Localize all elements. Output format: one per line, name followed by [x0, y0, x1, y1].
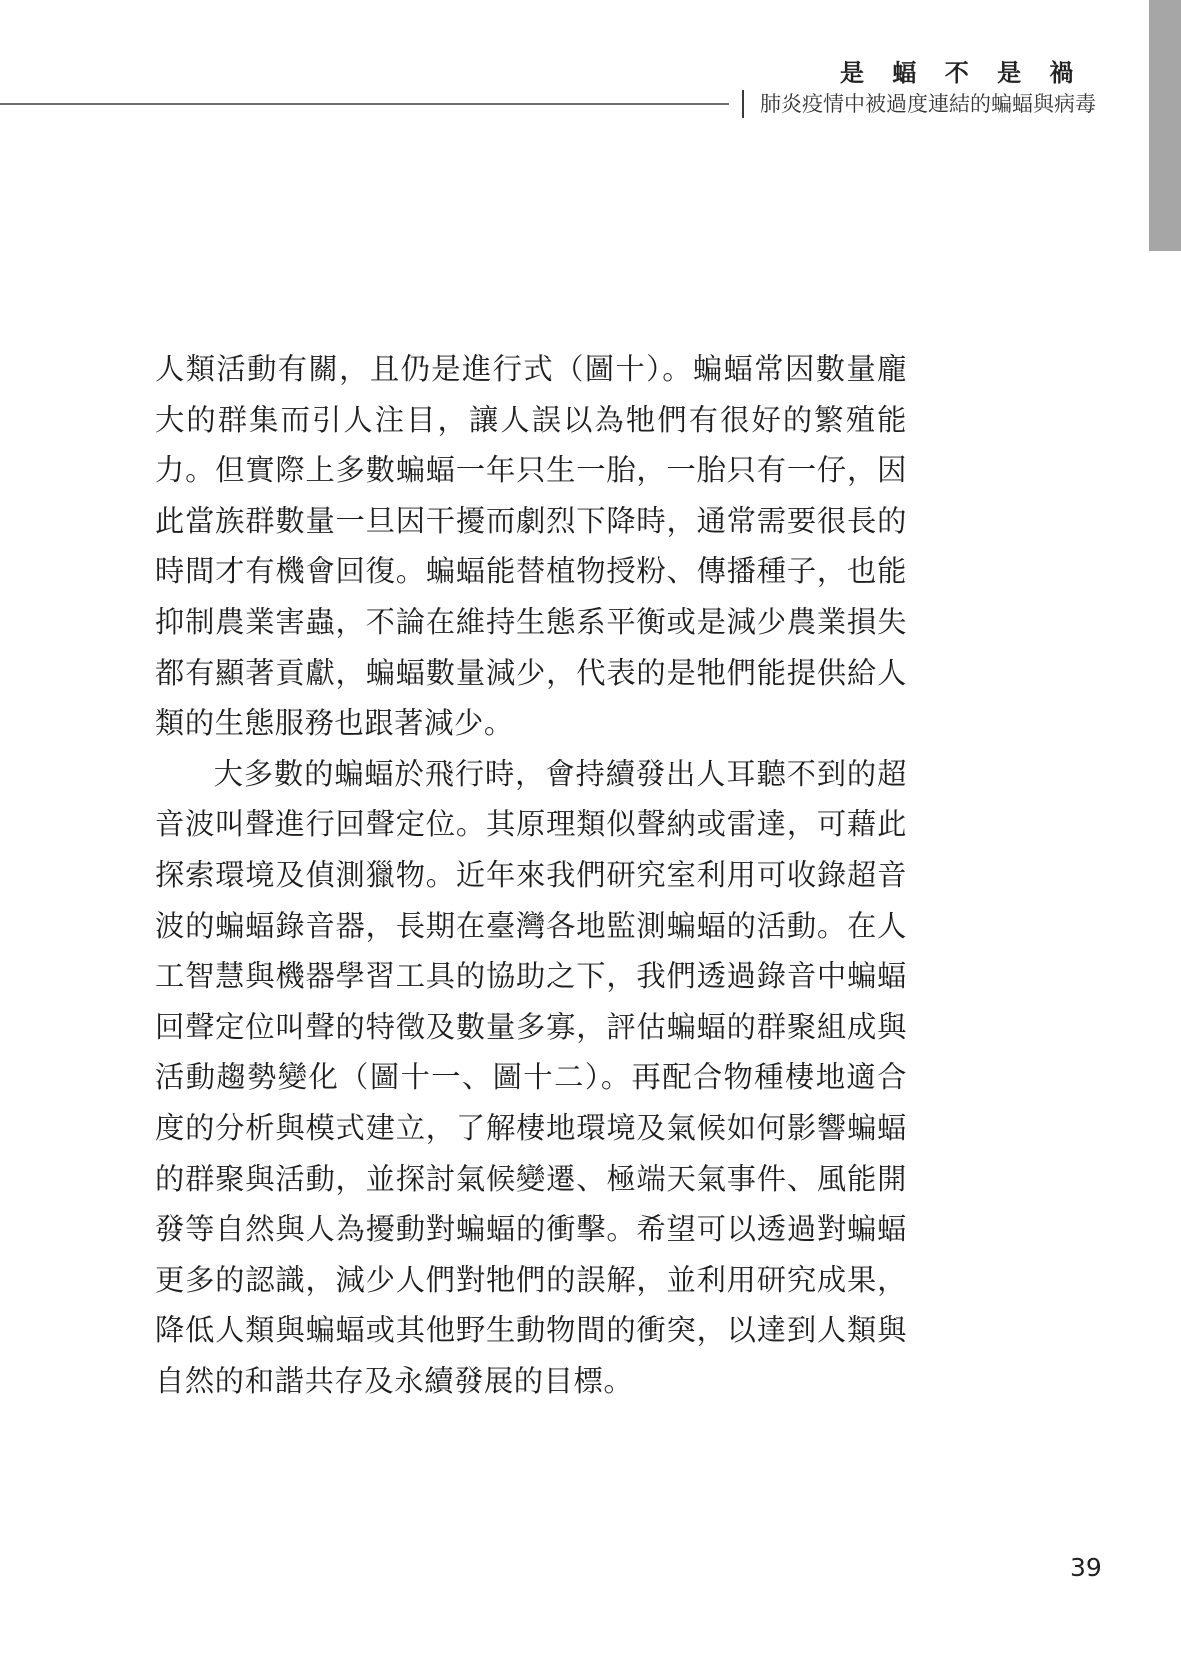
body-paragraph-2: 大多數的蝙蝠於飛行時，會持續發出人耳聽不到的超音波叫聲進行回聲定位。其原理類似聲納或雷達，可藉此探索環境及偵測獵物。近年來我們研究室利用可收錄超音波的蝙蝠錄音器，長期在臺灣各地監測蝙蝠的活動。在人工智慧與機器學習工具的協助之下，我們透過錄音中蝙蝠回聲定位叫聲的特徵及數量多寡，評估蝙蝠的群聚組成與活動趨勢變化（圖十一、圖十二）。再配合物種棲地適合度的分析與模式建立，了解棲地環境及氣候如何影響蝙蝠的群聚與活動，並探討氣候變遷、極端天氣事件、風能開發等自然與人為擾動對蝙蝠的衝擊。希望可以透過對蝙蝠更多的認識，減少人們對牠們的誤解，並利用研究成果，降低人類與蝙蝠或其他野生動物間的衝突，以達到人類與自然的和諧共存及永續發展的目標。 — [155, 756, 907, 1398]
running-header-subtitle: 肺炎疫情中被過度連結的蝙蝠與病毒 — [760, 92, 1096, 116]
body-paragraph-1: 人類活動有關，且仍是進行式（圖十）。蝙蝠常因數量龐大的群集而引人注目，讓人誤以為牠們有很好的繁殖能力。但實際上多數蝙蝠一年只生一胎，一胎只有一仔，因此當族群數量一旦因干擾而劇烈下降時，通常需要很長的時間才有機會回復。蝙蝠能替植物授粉、傳播種子，也能抑制農業害蟲，不論在維持生態系平衡或是減少農業損失都有顯著貢獻，蝙蝠數量減少，代表的是牠們能提供給人類的生態服務也跟著減少。 — [155, 352, 907, 741]
running-header-title: 是 蝠 不 是 禍 — [840, 59, 1084, 87]
chapter-side-tab — [1149, 0, 1181, 251]
header-separator — [742, 90, 744, 118]
page-number: 39 — [1070, 1553, 1102, 1582]
body-text — [155, 344, 907, 1406]
header-rule — [0, 103, 729, 105]
